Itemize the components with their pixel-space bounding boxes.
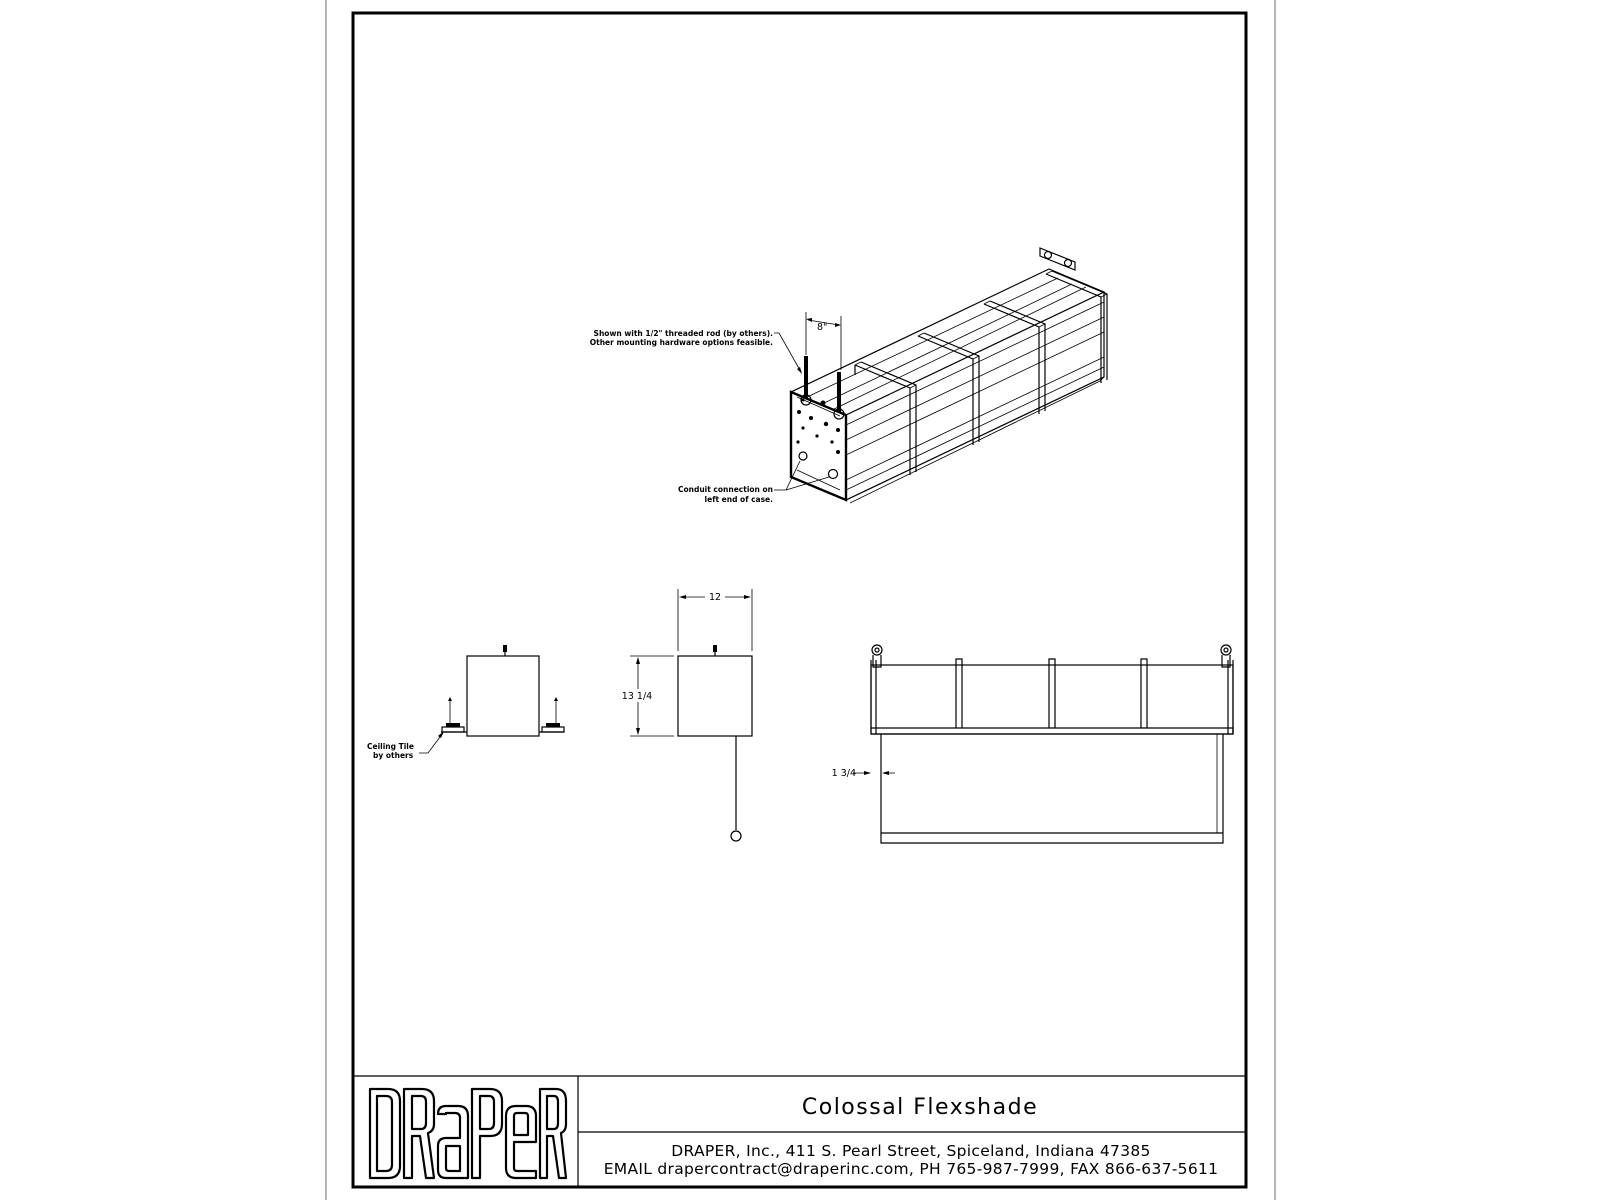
ceiling-tile-note-line-1: Ceiling Tile — [367, 742, 414, 751]
conduit-note-line-1: Conduit connection on — [677, 485, 773, 494]
drawing-border — [353, 13, 1246, 1187]
isometric-view — [590, 248, 1107, 504]
ceiling-side-view — [367, 645, 564, 760]
conduit-note-line-2: left end of case. — [704, 495, 773, 504]
rod-note-line-1: Shown with 1/2" threaded rod (by others). — [593, 329, 773, 338]
rod-note-line-2: Other mounting hardware options feasible. — [589, 338, 773, 347]
front-view — [832, 645, 1233, 843]
address-line: DRAPER, Inc., 411 S. Pearl Street, Spiceland, Indiana 47385 — [671, 1142, 1151, 1160]
contact-line: EMAIL drapercontract@draperinc.com, PH 765-987-7999, FAX 866-637-5611 — [603, 1160, 1219, 1178]
front-view-offset-label: 1 3/4 — [831, 768, 856, 779]
ceiling-tile-note-line-2: by others — [373, 751, 414, 760]
product-title: Colossal Flexshade — [801, 1095, 1039, 1120]
threaded-rods — [801, 356, 844, 419]
end-view — [618, 589, 752, 841]
end-view-width-label: 12 — [708, 592, 722, 603]
end-view-height-label: 13 1/4 — [621, 691, 653, 702]
title-block — [353, 1076, 1246, 1187]
dimension-8in-label: 8" — [817, 322, 828, 333]
rod-note — [590, 329, 802, 374]
draper-logo — [370, 1089, 566, 1178]
dimension-8in — [806, 312, 841, 370]
